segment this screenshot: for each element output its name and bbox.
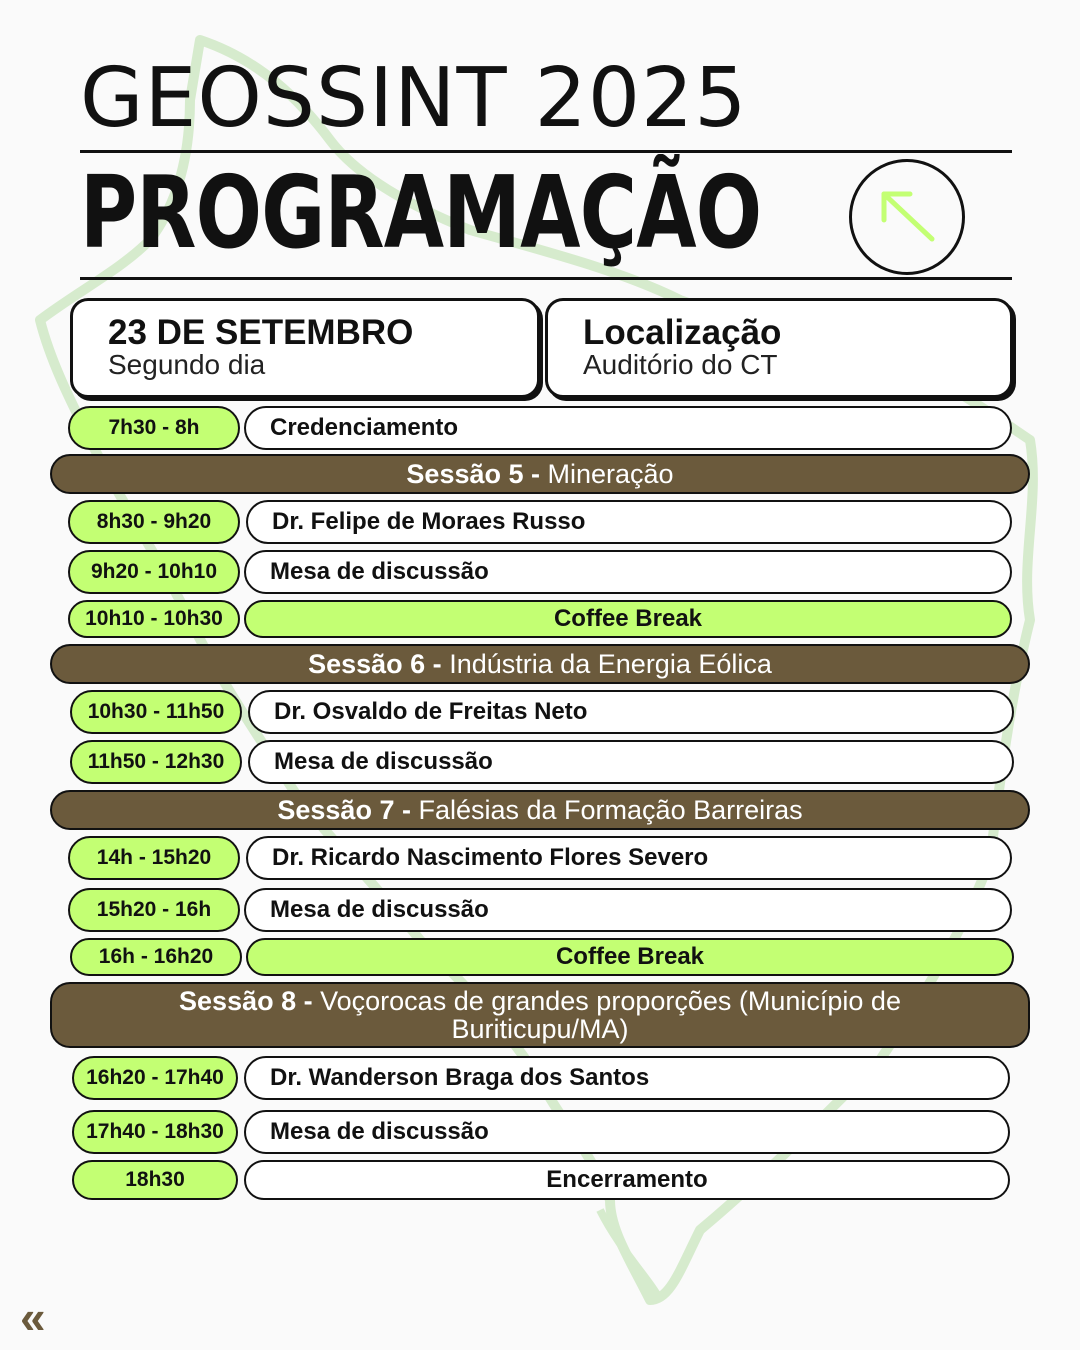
time-pill: 7h30 - 8h	[68, 406, 240, 450]
coffee-break-pill: Coffee Break	[244, 600, 1012, 638]
time-pill: 18h30	[72, 1160, 238, 1200]
arrow-up-left-button[interactable]	[849, 159, 965, 275]
time-pill: 8h30 - 9h20	[68, 500, 240, 544]
session-label: Sessão 6 -	[308, 648, 442, 679]
activity-pill: Mesa de discussão	[244, 1110, 1010, 1154]
page-title: PROGRAMAÇÃO	[80, 154, 762, 271]
activity-pill: Dr. Felipe de Moraes Russo	[246, 500, 1012, 544]
schedule-row	[68, 888, 1012, 932]
session-topic: Indústria da Energia Eólica	[449, 648, 772, 679]
date-title: 23 DE SETEMBRO	[108, 313, 414, 352]
time-pill: 16h - 16h20	[70, 938, 242, 976]
session-header	[50, 454, 1030, 494]
activity-pill: Credenciamento	[244, 406, 1012, 450]
coffee-break-pill: Coffee Break	[246, 938, 1014, 976]
time-pill: 11h50 - 12h30	[70, 740, 242, 784]
schedule-row	[68, 600, 1012, 638]
header-divider-bottom	[80, 277, 1012, 280]
session-header	[50, 644, 1030, 684]
session-label: Sessão 7 -	[277, 794, 411, 825]
time-pill: 10h30 - 11h50	[70, 690, 242, 734]
session-topic: Voçorocas de grandes proporções (Município de Buriticupu/MA)	[320, 985, 901, 1044]
location-card	[545, 298, 1013, 398]
date-card	[70, 298, 540, 398]
schedule-row	[72, 1110, 1010, 1154]
schedule-row	[72, 1056, 1010, 1100]
schedule-row	[72, 1160, 1010, 1200]
schedule-row	[70, 690, 1014, 734]
time-pill: 17h40 - 18h30	[72, 1110, 238, 1154]
schedule-row	[68, 836, 1012, 880]
time-pill: 9h20 - 10h10	[68, 550, 240, 594]
session-topic: Mineração	[547, 458, 674, 489]
event-title: GEOSSINT 2025	[80, 51, 748, 146]
date-subtitle: Segundo dia	[108, 349, 266, 380]
schedule-row	[68, 406, 1012, 450]
activity-pill: Mesa de discussão	[244, 888, 1012, 932]
activity-pill: Mesa de discussão	[244, 550, 1012, 594]
schedule-row	[70, 740, 1014, 784]
time-pill: 15h20 - 16h	[68, 888, 240, 932]
session-label: Sessão 5 -	[406, 458, 540, 489]
session-label: Sessão 8 -	[179, 985, 313, 1016]
activity-pill: Dr. Osvaldo de Freitas Neto	[248, 690, 1014, 734]
location-subtitle: Auditório do CT	[583, 349, 778, 380]
session-topic: Falésias da Formação Barreiras	[418, 794, 803, 825]
activity-pill: Dr. Ricardo Nascimento Flores Severo	[246, 836, 1012, 880]
arrow-up-left-icon	[852, 162, 962, 272]
time-pill: 16h20 - 17h40	[72, 1056, 238, 1100]
session-header	[50, 790, 1030, 830]
schedule-row	[70, 938, 1014, 976]
time-pill: 14h - 15h20	[68, 836, 240, 880]
time-pill: 10h10 - 10h30	[68, 600, 240, 638]
schedule-row	[68, 550, 1012, 594]
activity-pill: Encerramento	[244, 1160, 1010, 1200]
header-divider-top	[80, 150, 1012, 153]
session-header	[50, 982, 1030, 1048]
activity-pill: Dr. Wanderson Braga dos Santos	[244, 1056, 1010, 1100]
double-chevron-left-icon[interactable]: «	[20, 1291, 46, 1343]
activity-pill: Mesa de discussão	[248, 740, 1014, 784]
schedule-row	[68, 500, 1012, 544]
location-title: Localização	[583, 313, 782, 352]
